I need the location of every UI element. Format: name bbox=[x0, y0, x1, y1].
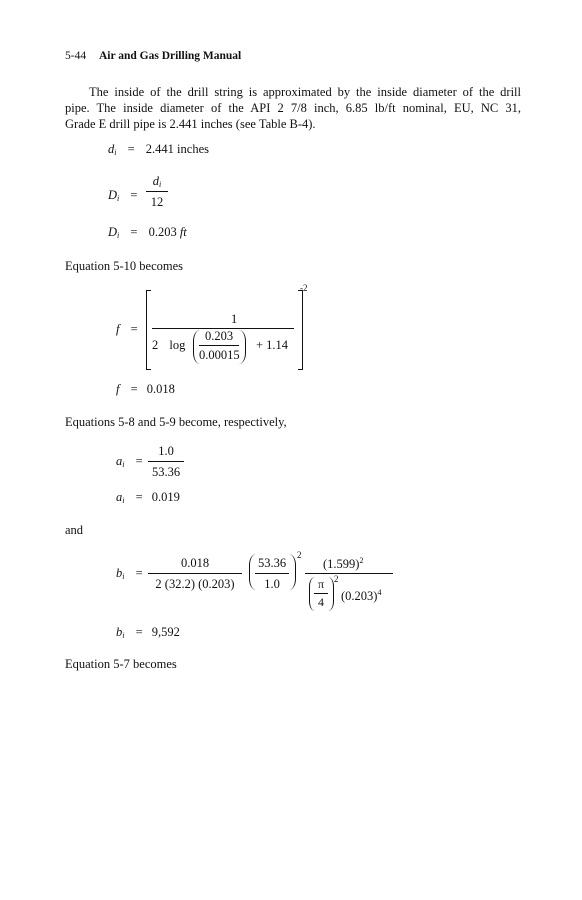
intro-paragraph bbox=[65, 84, 521, 132]
text-equations-5-8-5-9: Equations 5-8 and 5-9 become, respectively, bbox=[65, 415, 287, 429]
running-header bbox=[65, 50, 241, 62]
equation-bi-fraction-1: 0.018 2 (32.2) (0.203) bbox=[148, 556, 242, 592]
equation-f-value: f = 0.018 bbox=[116, 382, 175, 396]
text-equation-5-7: Equation 5-7 becomes bbox=[65, 657, 177, 671]
equation-bi-fraction-3-numerator: $(1.599)^2$ bbox=[323, 556, 364, 571]
right-paren bbox=[289, 554, 296, 590]
equation-ai-lhs: $a_i$ = bbox=[116, 454, 143, 469]
paragraph-line: Grade E drill pipe is 2.441 inches (see Table B-4). bbox=[65, 117, 316, 131]
equation-bi-value: $b_i = 9,592$ bbox=[116, 625, 180, 640]
equation-f-lhs: f = bbox=[116, 322, 138, 336]
book-title: Air and Gas Drilling Manual bbox=[98, 50, 242, 62]
right-bracket bbox=[298, 290, 303, 370]
text-equation-5-10: Equation 5-10 becomes bbox=[65, 259, 184, 273]
equation-bi-fraction-3-bar bbox=[305, 573, 393, 574]
right-paren bbox=[239, 330, 246, 364]
equation-Di-value: $D_i = 0.203$ ft bbox=[108, 225, 187, 240]
equation-bi-fraction-2: 53.36 1.0 bbox=[255, 556, 289, 592]
equation-bi-pi-power: 2 bbox=[334, 574, 339, 584]
equation-ai-value: $a_i = 0.019$ bbox=[116, 490, 180, 505]
equation-Di-fraction: $d_i$ 12 bbox=[146, 174, 168, 210]
left-bracket bbox=[146, 290, 151, 370]
bracket-exponent: -2 bbox=[300, 283, 308, 293]
equation-bi-fraction-2-power: 2 bbox=[297, 550, 302, 560]
equation-bi-pi-fraction: π 4 bbox=[314, 577, 328, 610]
equation-bi-fraction-3-den-tail: $(0.203)^4$ bbox=[341, 588, 382, 603]
equation-f-numerator: 1 bbox=[231, 312, 238, 326]
equation-f-inner-fraction: 0.203 0.00015 bbox=[199, 329, 240, 362]
equation-di: $d_i = 2.441$ inches bbox=[108, 142, 209, 157]
page-number: 5-44 bbox=[65, 50, 87, 62]
paragraph-line: pipe. The inside diameter of the API 2 7/8 inch, 6.85 lb/ft nominal, EU, NC 31, bbox=[65, 101, 521, 115]
equation-Di-fraction-lhs: $D_i$ = bbox=[108, 188, 138, 203]
equation-f-coef: 2 log bbox=[152, 338, 186, 352]
paragraph-line: The inside of the drill string is approximated by the inside diameter of the drill bbox=[89, 85, 521, 99]
equation-ai-fraction: 1.0 53.36 bbox=[148, 444, 184, 480]
equation-f-plus-term: + 1.14 bbox=[256, 338, 289, 352]
equation-bi-lhs: $b_i$ = bbox=[116, 566, 143, 581]
text-and: and bbox=[65, 523, 84, 537]
